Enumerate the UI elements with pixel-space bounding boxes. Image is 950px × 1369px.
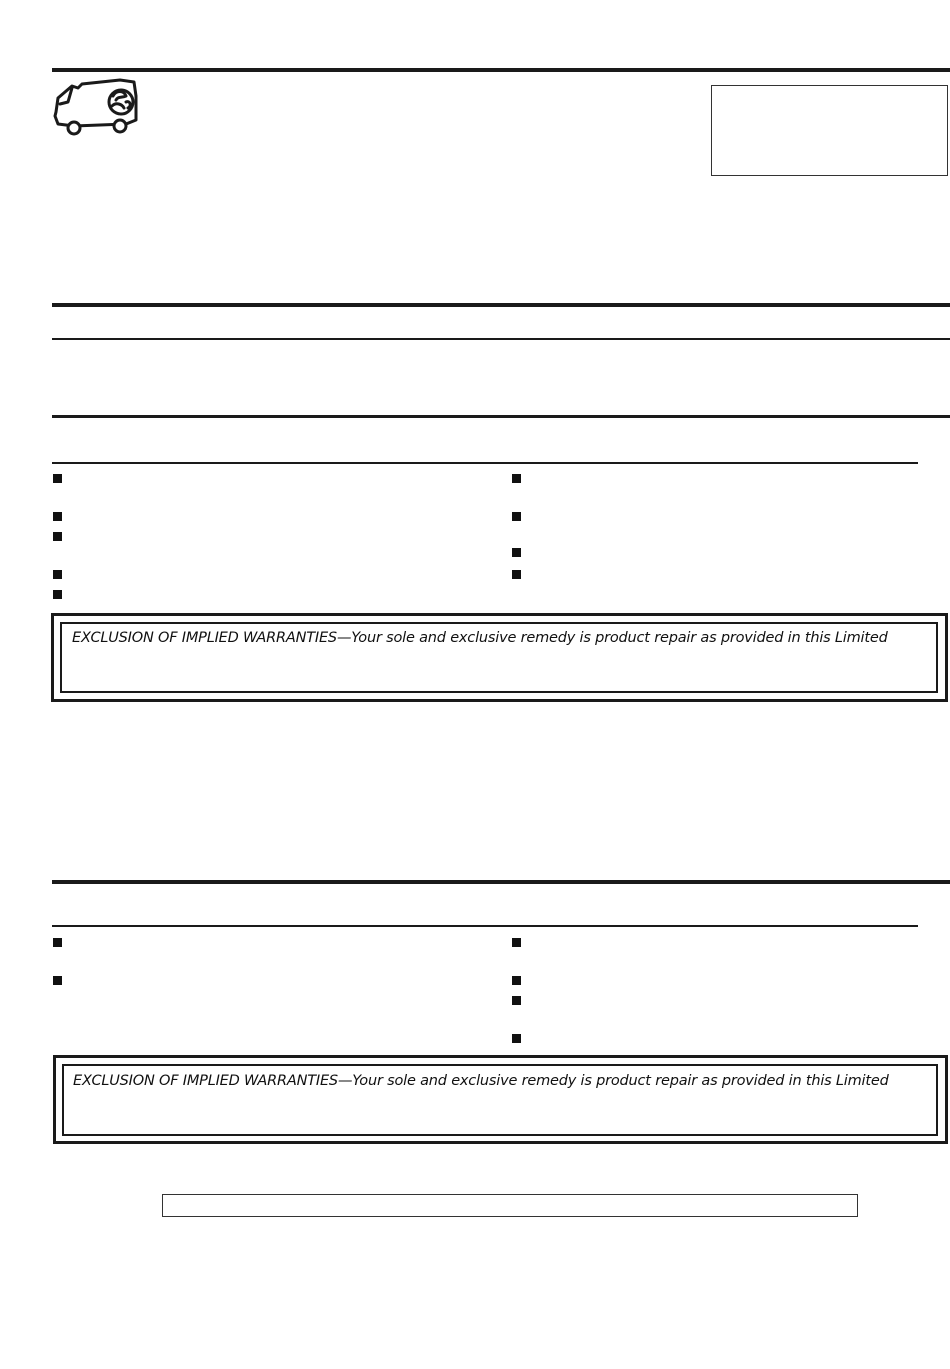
square-bullet-icon [512, 512, 521, 521]
square-bullet-icon [512, 996, 521, 1005]
header-top-rule [52, 68, 950, 72]
square-bullet-icon [53, 474, 62, 483]
section1-sub-rule [52, 338, 950, 340]
square-bullet-icon [53, 570, 62, 579]
square-bullet-icon [512, 938, 521, 947]
section2-top-rule [52, 880, 950, 884]
square-bullet-icon [512, 976, 521, 985]
header-info-box [711, 85, 948, 176]
square-bullet-icon [53, 976, 62, 985]
square-bullet-icon [53, 590, 62, 599]
square-bullet-icon [53, 532, 62, 541]
square-bullet-icon [512, 1034, 521, 1043]
square-bullet-icon [53, 938, 62, 947]
square-bullet-icon [53, 512, 62, 521]
square-bullet-icon [512, 548, 521, 557]
section1-bottom-rule [52, 415, 950, 418]
section1-list-rule [52, 462, 918, 464]
square-bullet-icon [512, 570, 521, 579]
service-truck-icon [50, 76, 144, 138]
section1-top-rule [52, 303, 950, 307]
section1-exclusion-text: EXCLUSION OF IMPLIED WARRANTIES—Your sole and exclusive remedy is product repair as provided in this Limited [72, 630, 888, 646]
section2-exclusion-text: EXCLUSION OF IMPLIED WARRANTIES—Your sole and exclusive remedy is product repair as provided in this Limited [73, 1073, 889, 1089]
footer-box [162, 1194, 858, 1217]
square-bullet-icon [512, 474, 521, 483]
section2-list-rule [52, 925, 918, 927]
